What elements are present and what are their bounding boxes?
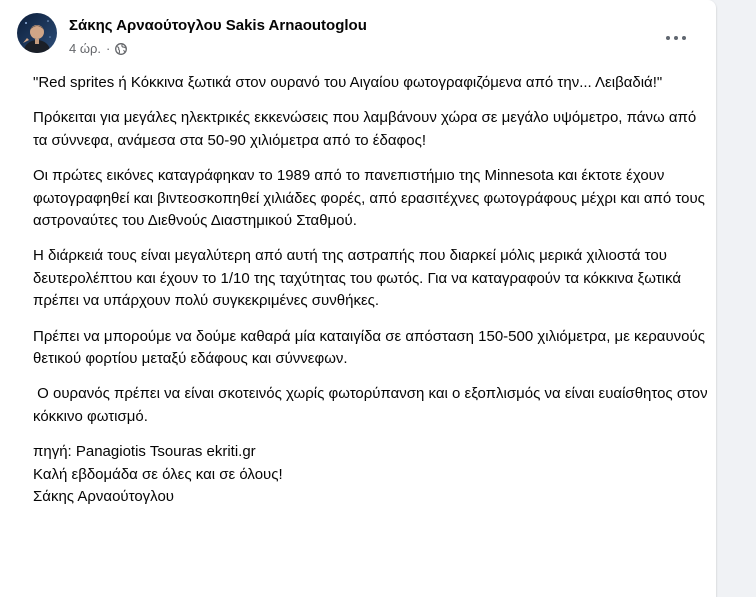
more-dot-icon <box>666 36 670 40</box>
post-greeting: Καλή εβδομάδα σε όλες και σε όλους! <box>33 465 283 483</box>
post-paragraph: Οι πρώτες εικόνες καταγράφηκαν το 1989 από το πανεπιστήμιο της Minnesota και έκτοτε έχουν φωτογραφηθεί και βιντεοσκοπηθεί χιλιάδες φορές, από ερασιτέχνες φωτογράφους μέχρι και από τους αστροναύτες του Διεθνούς Διαστημικού Σταθμού. <box>33 167 705 230</box>
more-dot-icon <box>674 36 678 40</box>
post-source: πηγή: Panagiotis Tsouras ekriti.gr <box>33 443 256 461</box>
post-timestamp[interactable]: 4 ώρ. <box>69 41 101 56</box>
post-paragraph: Η διάρκειά τους είναι μεγαλύτερη από αυτή της αστραπής που διαρκεί μόλις μερικά χιλιοστά του δευτερολέπτου και έχουν το 1/10 της ταχύτητας του φωτός. Για να καταγραφούν τα κόκκινα ξωτικά πρέπει να υπάρχουν πολύ συγκεκριμένες συνθήκες. <box>33 247 681 310</box>
avatar[interactable] <box>17 13 57 53</box>
post-paragraph: Πρέπει να μπορούμε να δούμε καθαρά μία καταιγίδα σε απόσταση 150-500 χιλιόμετρα, με κεραυνούς θετικού φορτίου μεταξύ εδάφους και σύννεφων. <box>33 327 705 368</box>
post-closing <box>33 441 713 508</box>
post-body <box>33 72 713 509</box>
meta-separator: · <box>106 41 111 56</box>
more-options-button[interactable] <box>658 24 694 52</box>
post-paragraph: "Red sprites ή Κόκκινα ξωτικά στον ουρανό του Αιγαίου φωτογραφιζόμενα από την... Λειβαδιά!" <box>33 74 663 91</box>
post-meta <box>69 41 127 56</box>
author-name[interactable]: Σάκης Αρναούτογλου Sakis Arnaoutoglou <box>69 17 367 34</box>
post-paragraph: Πρόκειται για μεγάλες ηλεκτρικές εκκενώσεις που λαμβάνουν χώρα σε μεγάλο υψόμετρο, πάνω από τα σύννεφα, ανάμεσα στα 50-90 χιλιόμετρα από το έδαφος! <box>33 109 697 149</box>
post-paragraph: Ο ουρανός πρέπει να είναι σκοτεινός χωρίς φωτορύπανση και ο εξοπλισμός να είναι ευαίσθητος στον κόκκινο φωτισμό. <box>33 385 712 425</box>
author-photo <box>17 13 57 53</box>
more-dot-icon <box>682 36 686 40</box>
post-signature: Σάκης Αρναούτογλου <box>33 488 174 506</box>
globe-icon[interactable] <box>115 43 127 55</box>
